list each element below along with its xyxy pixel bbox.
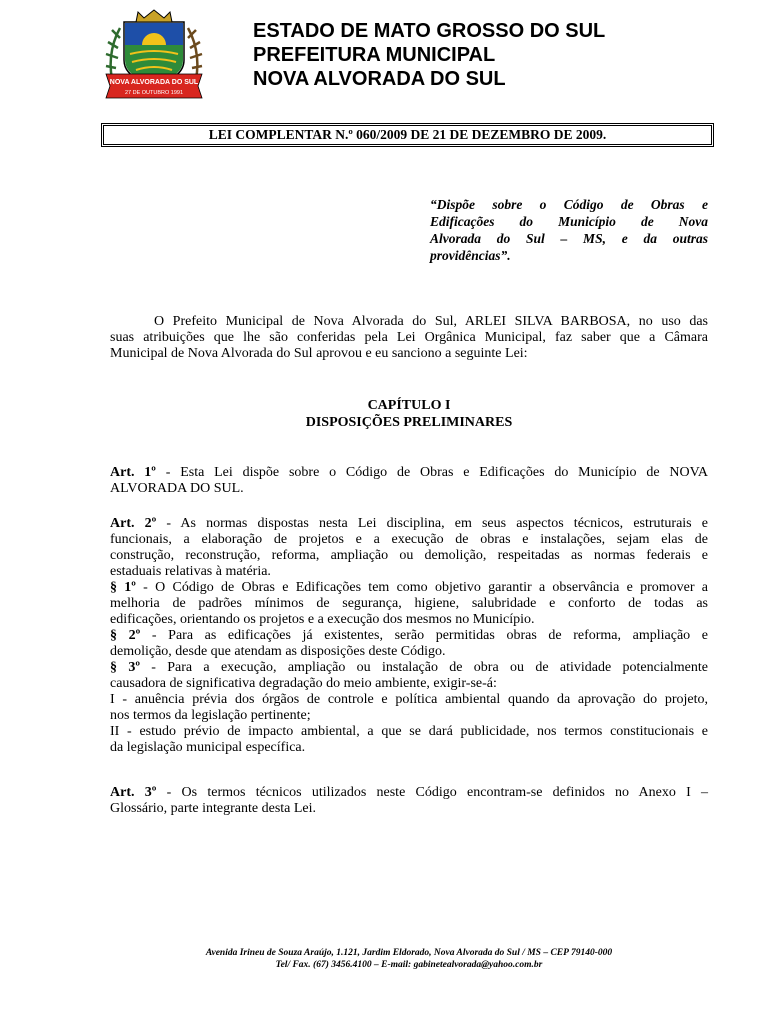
law-title: LEI COMPLENTAR N.º 060/2009 DE 21 DE DEZEMBRO DE 2009. xyxy=(103,125,712,145)
paragraph-text: - Para as edificações já existentes, serão permitidas obras de reforma, ampliação e xyxy=(140,628,709,643)
paragraph-text: - Para a execução, ampliação ou instalação de obra ou de atividade potencialmente xyxy=(139,660,708,675)
summary-line: Alvorada do Sul – MS, e da outras xyxy=(430,231,708,246)
article-label: Art. 2º xyxy=(110,516,157,531)
paragraph-line: causadora de significativa degradação do meio ambiente, exigir-se-á: xyxy=(110,676,497,691)
preamble-line: Municipal de Nova Alvorada do Sul aprovou e eu sanciono a seguinte Lei: xyxy=(110,346,528,361)
paragraph-line: demolição, desde que atendam as disposições deste Código. xyxy=(110,644,446,659)
article-3 xyxy=(110,785,708,817)
article-1 xyxy=(110,465,708,497)
article-line: estaduais relativas à matéria. xyxy=(110,564,271,579)
chapter-number: CAPÍTULO I xyxy=(367,398,451,413)
paragraph-line xyxy=(110,580,708,596)
letterhead xyxy=(253,19,605,91)
article-line xyxy=(110,785,708,801)
article-text: - Esta Lei dispõe sobre o Código de Obras e Edificações do Município de NOVA xyxy=(155,465,708,480)
paragraph-label: § 3º xyxy=(110,660,140,675)
article-line: ALVORADA DO SUL. xyxy=(110,481,244,496)
article-line: funcionais, a elaboração de projetos e a execução de obras e instalações, sejam elas de xyxy=(110,532,708,547)
municipal-seal-icon xyxy=(100,8,208,100)
article-label: Art. 3º xyxy=(110,785,157,800)
article-text: - As normas dispostas nesta Lei disciplina, em seus aspectos técnicos, estruturais e xyxy=(156,516,708,531)
page-footer xyxy=(110,947,708,971)
preamble-line: suas atribuições que lhe são conferidas pela Lei Orgânica Municipal, faz saber que a Câmara xyxy=(110,330,708,345)
paragraph-text: - O Código de Obras e Edificações tem como objetivo garantir a observância e promover a xyxy=(135,580,708,595)
summary-line: “Dispõe sobre o Código de Obras e xyxy=(430,197,708,212)
paragraph-label: § 2º xyxy=(110,628,141,643)
law-summary xyxy=(430,196,708,264)
item-line: I - anuência prévia dos órgãos de controle e política ambiental quando da aprovação do projeto, xyxy=(110,692,708,707)
preamble-line: O Prefeito Municipal de Nova Alvorada do Sul, ARLEI SILVA BARBOSA, no uso das xyxy=(154,314,708,329)
article-line: Glossário, parte integrante desta Lei. xyxy=(110,801,317,816)
item-line: nos termos da legislação pertinente; xyxy=(110,708,311,723)
article-line: construção, reconstrução, reforma, ampliação ou demolição, respeitadas as normas federais e xyxy=(110,548,708,563)
paragraph-line: edificações, orientando os projetos e a execução dos mesmos no Município. xyxy=(110,612,535,627)
article-line xyxy=(110,516,708,532)
preamble xyxy=(110,314,708,362)
summary-line: providências”. xyxy=(430,248,511,263)
chapter-heading xyxy=(110,397,708,431)
article-2 xyxy=(110,516,708,756)
article-text: - Os termos técnicos utilizados neste Código encontram-se definidos no Anexo I – xyxy=(156,785,708,800)
footer-address: Avenida Irineu de Souza Araújo, 1.121, Jardim Eldorado, Nova Alvorada do Sul / MS – CEP 79140-000 xyxy=(205,948,613,958)
seal-banner-text: NOVA ALVORADA DO SUL xyxy=(109,79,199,86)
paragraph-label: § 1º xyxy=(110,580,136,595)
article-line xyxy=(110,465,708,481)
city-name: NOVA ALVORADA DO SUL xyxy=(253,68,506,90)
item-line: da legislação municipal específica. xyxy=(110,740,306,755)
chapter-title: DISPOSIÇÕES PRELIMINARES xyxy=(305,415,513,430)
paragraph-line xyxy=(110,660,708,676)
item-line: II - estudo prévio de impacto ambiental, a que se dará publicidade, nos termos constitucionais e xyxy=(110,724,708,739)
paragraph-line: melhoria de padrões mínimos de segurança, higiene, salubridade e conforto de todas as xyxy=(110,596,708,611)
paragraph-line xyxy=(110,628,708,644)
footer-contact: Tel/ Fax. (67) 3456.4100 – E-mail: gabinetealvorada@yahoo.com.br xyxy=(275,960,543,970)
summary-line: Edificações do Município de Nova xyxy=(430,214,708,229)
article-label: Art. 1º xyxy=(110,465,156,480)
seal-date-text: 27 DE OUTUBRO 1991 xyxy=(124,90,184,96)
city-hall-name: PREFEITURA MUNICIPAL xyxy=(253,44,496,66)
state-name: ESTADO DE MATO GROSSO DO SUL xyxy=(253,20,606,42)
